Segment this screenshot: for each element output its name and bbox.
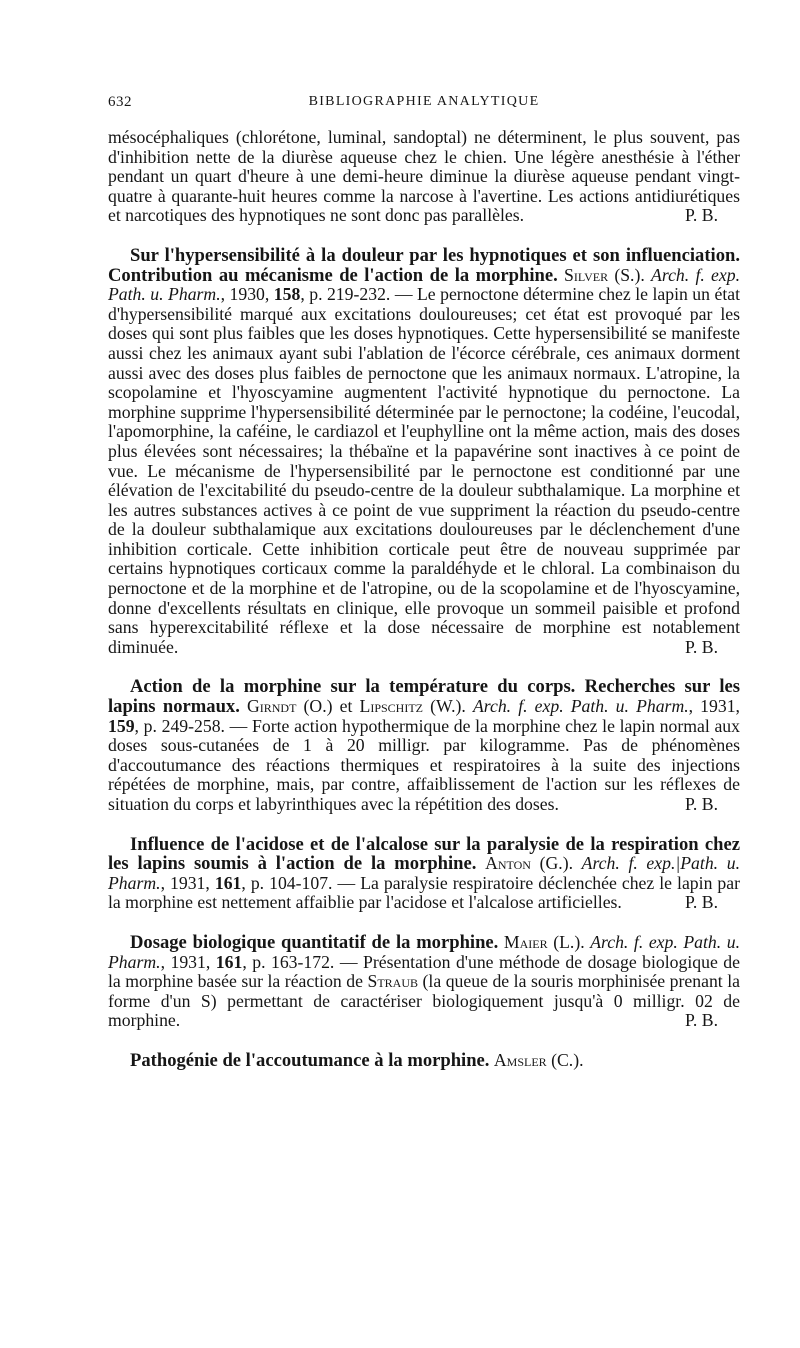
author-initial: (S.). — [608, 264, 652, 285]
entry-volume: 161 — [215, 951, 243, 972]
abstract-cited-author: Straub — [367, 971, 419, 992]
entry-pages: , p. 104-107. — — [241, 872, 361, 893]
abstract-initials: P. B. — [685, 794, 718, 814]
journal-name: Arch. f. exp.|Path. u. Pharm. — [108, 853, 740, 893]
bibliography-entry — [108, 835, 740, 913]
entry-title: Sur l'hypersensibilité à la douleur par les hypnotiques et son influenciation. Contribution au mécanisme de l'action de la morphine. — [108, 244, 740, 286]
entry-abstract: Forte action hypothermique de la morphine chez le lapin normal aux doses sous-cutanées de 1 à 20 milligr. par kilogramme. Pas de phénomènes d'accoutumance des réactions thermiques et respiratoires à la suite des injections répétées de morphine, mais, par contre, affaiblissement de l'action sur les réflexes de situation du corps et labyrinthiques avec la répétition des doses. — [108, 715, 740, 814]
entry-year: , 1931, — [688, 696, 740, 717]
author-initial: (C.). — [546, 1049, 584, 1070]
entry-title: Dosage biologique quantitatif de la morphine. — [130, 931, 499, 953]
entry-abstract: Présentation d'une méthode de dosage biologique de la morphine basée sur la réaction de — [108, 951, 741, 992]
bibliography-entry — [108, 677, 740, 814]
page-header — [108, 94, 740, 114]
entry-author: Amsler — [493, 1049, 547, 1070]
entry-volume: 159 — [108, 715, 135, 736]
author-initial: (O.) et — [296, 696, 360, 717]
entry-author: Maier — [503, 931, 548, 952]
author-initial-2: (W.). — [423, 696, 473, 717]
bibliography-entry — [108, 1051, 740, 1071]
entry-abstract: La paralysie respiratoire déclenchée chez le lapin par la morphine est nettement affaiblie par l'acidose et l'alcalose artificielles. — [108, 872, 741, 913]
entry-author-2: Lipschitz — [359, 696, 423, 717]
entry-year: , 1930, — [220, 284, 274, 305]
entry-volume: 158 — [273, 284, 301, 305]
abstract-initials: P. B. — [685, 892, 718, 913]
entry-title: Influence de l'acidose et de l'alcalose sur la paralysie de la respiration chez les lapins soumis à l'action de la morphine. — [108, 833, 740, 875]
entry-pages: , p. 249-258. — — [134, 715, 253, 736]
continuation-paragraph — [108, 128, 740, 226]
page-number: 632 — [108, 94, 132, 110]
entry-title: Pathogénie de l'accoutumance à la morphine. — [130, 1049, 490, 1071]
page-body — [108, 128, 740, 1071]
abstract-initials: P. B. — [685, 1010, 718, 1031]
abstract-initials: P. B. — [685, 205, 718, 226]
entry-author: Anton — [485, 853, 531, 874]
entry-author: Silver — [564, 264, 609, 285]
entry-author: Girndt — [246, 696, 297, 717]
journal-name: Arch. f. exp. Path. u. Pharm. — [472, 696, 689, 717]
continuation-text: mésocéphaliques (chlorétone, luminal, sandoptal) ne déterminent, le plus souvent, pas d'inhibition nette de la diurèse aqueuse chez le chien. Une légère anesthésie à l'éther pendant un quart d'heure à une demi-heure diminue la diurèse aqueuse pendant vingt-quatre à quarante-huit heures comme la narcose à l'avertine. Les actions antidiurétiques et narcotiques des hypnotiques ne sont donc pas parallèles. — [108, 127, 740, 226]
bibliography-entry — [108, 933, 740, 1031]
entry-pages: , p. 219-232. — — [300, 284, 417, 305]
author-initial: (G.). — [530, 853, 582, 874]
entry-abstract-end: (la queue de la souris morphinisée prenant la forme d'un S) permettant de caractériser biologiquement jusqu'à 0 milligr. 02 de morphine. — [108, 971, 740, 1031]
bibliography-entry — [108, 246, 740, 657]
author-initial: (L.). — [547, 931, 591, 952]
entry-year: , 1931, — [160, 872, 215, 893]
journal-name: Arch. f. exp. Path. u. Pharm. — [108, 264, 740, 305]
entry-volume: 161 — [214, 872, 242, 893]
entry-abstract: Le pernoctone détermine chez le lapin un état d'hypersensibilité marqué aux excitations douloureuses; cet état est provoqué par les doses qui sont plus faibles que les doses hypnotiques. Cette hypersensibilité se manifeste aussi chez les animaux ayant subi l'ablation de l'écorce cérébrale, ces animaux dorment aussi avec des doses plus faibles de pernoctone que les animaux normaux. L'atropine, la scopolamine et l'hyoscyamine augmentent l'activité hypnotique du pernoctone. La morphine supprime l'hypersensibilité déterminée par le pernoctone; la codéine, l'eucodal, l'apomorphine, la caféine, le cardiazol et l'euphylline ont la même action, mais des doses plus élevées sont nécessaires; la thébaïne et la papavérine sont inactives à ce point de vue. Le mécanisme de l'hypersensibilité par le pernoctone est conditionné par une élévation de l'excitabilité du pseudo-centre de la douleur subthalamique. La morphine et les autres substances actives à ce point de vue suppriment la réaction du pseudo-centre de la douleur subthalamique aux excitations douloureuses par le déclenchement d'une inhibition corticale. Cette inhibition corticale peut être de nouveau supprimée par certains hypnotiques corticaux comme la paraldéhyde et le chloral. La combinaison du pernoctone et de la morphine et de l'atropine, ou de la scopolamine et de l'hyoscyamine, donne d'excellents résultats en clinique, elle provoque un sommeil paisible et profond sans hyperexcitabilité réflexe et la dose nécessaire de morphine est notablement diminuée. — [108, 284, 740, 657]
abstract-initials: P. B. — [685, 636, 718, 657]
journal-name: Arch. f. exp. Path. u. Pharm. — [108, 931, 741, 972]
entry-pages: , p. 163-172. — — [242, 951, 364, 972]
entry-year: , 1931, — [160, 951, 216, 972]
running-title: BIBLIOGRAPHIE ANALYTIQUE — [308, 94, 540, 109]
entry-title: Action de la morphine sur la température du corps. Recherches sur les lapins normaux. — [108, 676, 740, 718]
